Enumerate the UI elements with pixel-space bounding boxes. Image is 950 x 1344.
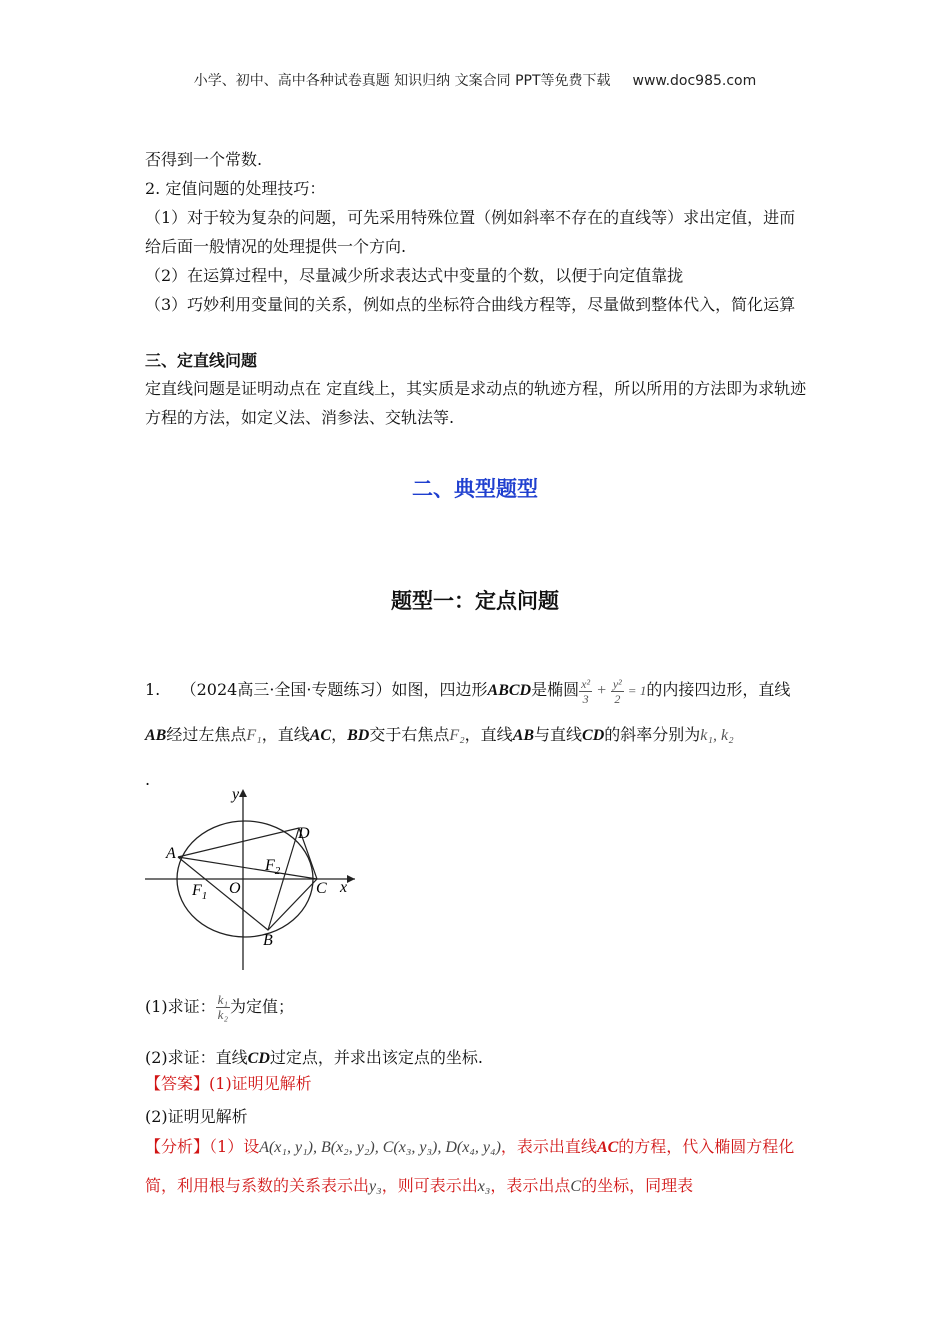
problem-text-g: ，直线	[464, 725, 513, 744]
problem-text-i: 的斜率分别为	[604, 725, 701, 744]
problem-text-c: 的内接四边形，直线	[646, 680, 791, 699]
problem-number: 1.	[145, 680, 161, 699]
problem-text-e: ，直线	[261, 725, 310, 744]
analysis-x3: x₃	[477, 1178, 491, 1195]
tip-2: （2）在运算过程中，尽量减少所求表达式中变量的个数，以便于向定值靠拢	[145, 266, 684, 285]
part2-post: 过定点，并求出该定点的坐标.	[269, 1048, 483, 1067]
answer-line	[145, 1069, 810, 1098]
topic-title: 题型一：定点问题	[391, 589, 559, 613]
intro-line1: 否得到一个常数.	[145, 150, 263, 169]
section-title: 二、典型题型	[412, 477, 538, 501]
problem-dot: .	[145, 770, 151, 789]
label-y: y	[232, 786, 240, 803]
analysis-t1: （1）设	[209, 1137, 260, 1156]
analysis-c: C	[570, 1178, 582, 1195]
part2-cd: CD	[247, 1050, 270, 1067]
header-site[interactable]: www.doc985.com	[632, 73, 757, 89]
label-b: B	[263, 932, 273, 949]
tip-1: （1）对于较为复杂的问题，可先采用特殊位置（例如斜率不存在的直线等）求出定值，进而给后面一般情况的处理提供一个方向.	[145, 208, 796, 256]
problem-text-d: 经过左焦点	[166, 725, 247, 744]
analysis	[145, 1128, 810, 1206]
analysis-t4: ，则可表示出	[381, 1176, 478, 1195]
quad-name: ABCD	[487, 682, 532, 699]
eq-x-den: 3	[582, 691, 589, 706]
line-ab-2: AB	[512, 727, 535, 744]
label-o: O	[229, 880, 241, 897]
label-d: D	[298, 825, 310, 842]
header-text: 小学、初中、高中各种试卷真题 知识归纳 文案合同 PPT等免费下载	[193, 73, 611, 89]
tips-title: 2. 定值问题的处理技巧：	[145, 179, 326, 198]
analysis-t5: ，表示出点	[490, 1176, 571, 1195]
eq-rest: = 1	[627, 683, 647, 698]
line-ac: AC	[309, 727, 332, 744]
part-1	[145, 992, 810, 1022]
eq-x-num: x²	[581, 676, 591, 691]
eq-y-den: 2	[614, 691, 621, 706]
label-x: x	[340, 879, 348, 896]
part1-post: 为定值；	[229, 997, 294, 1016]
problem-source: （2024高三·全国·专题练习）	[180, 680, 392, 699]
label-a: A	[166, 845, 176, 862]
analysis-label: 【分析】	[145, 1137, 210, 1156]
section3-body: 定直线问题是证明动点在 定直线上，其实质是求动点的轨迹方程，所以所用的方法即为求轨迹方程的方法，如定义法、消参法、交轨法等.	[145, 379, 807, 427]
tip-3: （3）巧妙利用变量间的关系，例如点的坐标符合曲线方程等，尽量做到整体代入，简化运算	[145, 295, 796, 314]
analysis-y3: y₃	[369, 1178, 382, 1195]
ellipse-figure	[140, 785, 365, 975]
part1-pre: (1)求证：	[145, 997, 216, 1016]
line-ab: AB	[145, 727, 167, 744]
ratio-k1-k2	[216, 993, 230, 1022]
y-axis-arrow	[239, 789, 247, 797]
analysis-t3: 的方程，代入椭圆方程化简，利用根与系数的关系表示出	[145, 1137, 795, 1195]
x-axis-arrow	[347, 875, 355, 883]
eq-y-num: y²	[612, 676, 622, 691]
part2-pre: (2)求证：直线	[145, 1048, 248, 1067]
analysis-t2: ，表示出直线	[500, 1137, 597, 1156]
ratio-num: k₁	[217, 992, 228, 1007]
label-f2: $F_2$	[265, 857, 281, 877]
slopes-k1-k2: k₁, k₂	[700, 727, 734, 744]
problem-comma: ，	[331, 725, 348, 744]
section3-title: 三、定直线问题	[145, 351, 258, 370]
focus-f1: F₁	[246, 727, 262, 744]
line-cd: CD	[582, 727, 605, 744]
label-c: C	[316, 880, 327, 897]
focus-f2: F₂	[449, 727, 465, 744]
problem-text	[145, 668, 810, 802]
ellipse-equation: $\frac{\text{x²}}{3}$ + $\frac{\text{y²}}{2}$ = 1	[581, 676, 647, 706]
answer-label: 【答案】	[145, 1074, 210, 1093]
analysis-t6: 的坐标，同理表	[581, 1176, 694, 1195]
answer-1: (1)证明见解析	[209, 1074, 312, 1093]
ratio-den: k₂	[217, 1007, 228, 1022]
diagonal-ac	[178, 857, 317, 879]
label-f1: $F_1$	[192, 882, 208, 902]
line-bd: BD	[347, 727, 370, 744]
problem-text-b: 是椭圆	[531, 680, 580, 699]
problem-text-f: 交于右焦点	[369, 725, 450, 744]
analysis-coords: A(x₁, y₁), B(x₂, y₂), C(x₃, y₃), D(x₄, y₄)	[259, 1139, 501, 1156]
page-header	[0, 70, 950, 90]
problem-text-h: 与直线	[534, 725, 583, 744]
analysis-ac: AC	[596, 1139, 619, 1156]
answer-2: (2)证明见解析	[145, 1107, 248, 1126]
problem-text-a: 如图，四边形	[391, 680, 488, 699]
